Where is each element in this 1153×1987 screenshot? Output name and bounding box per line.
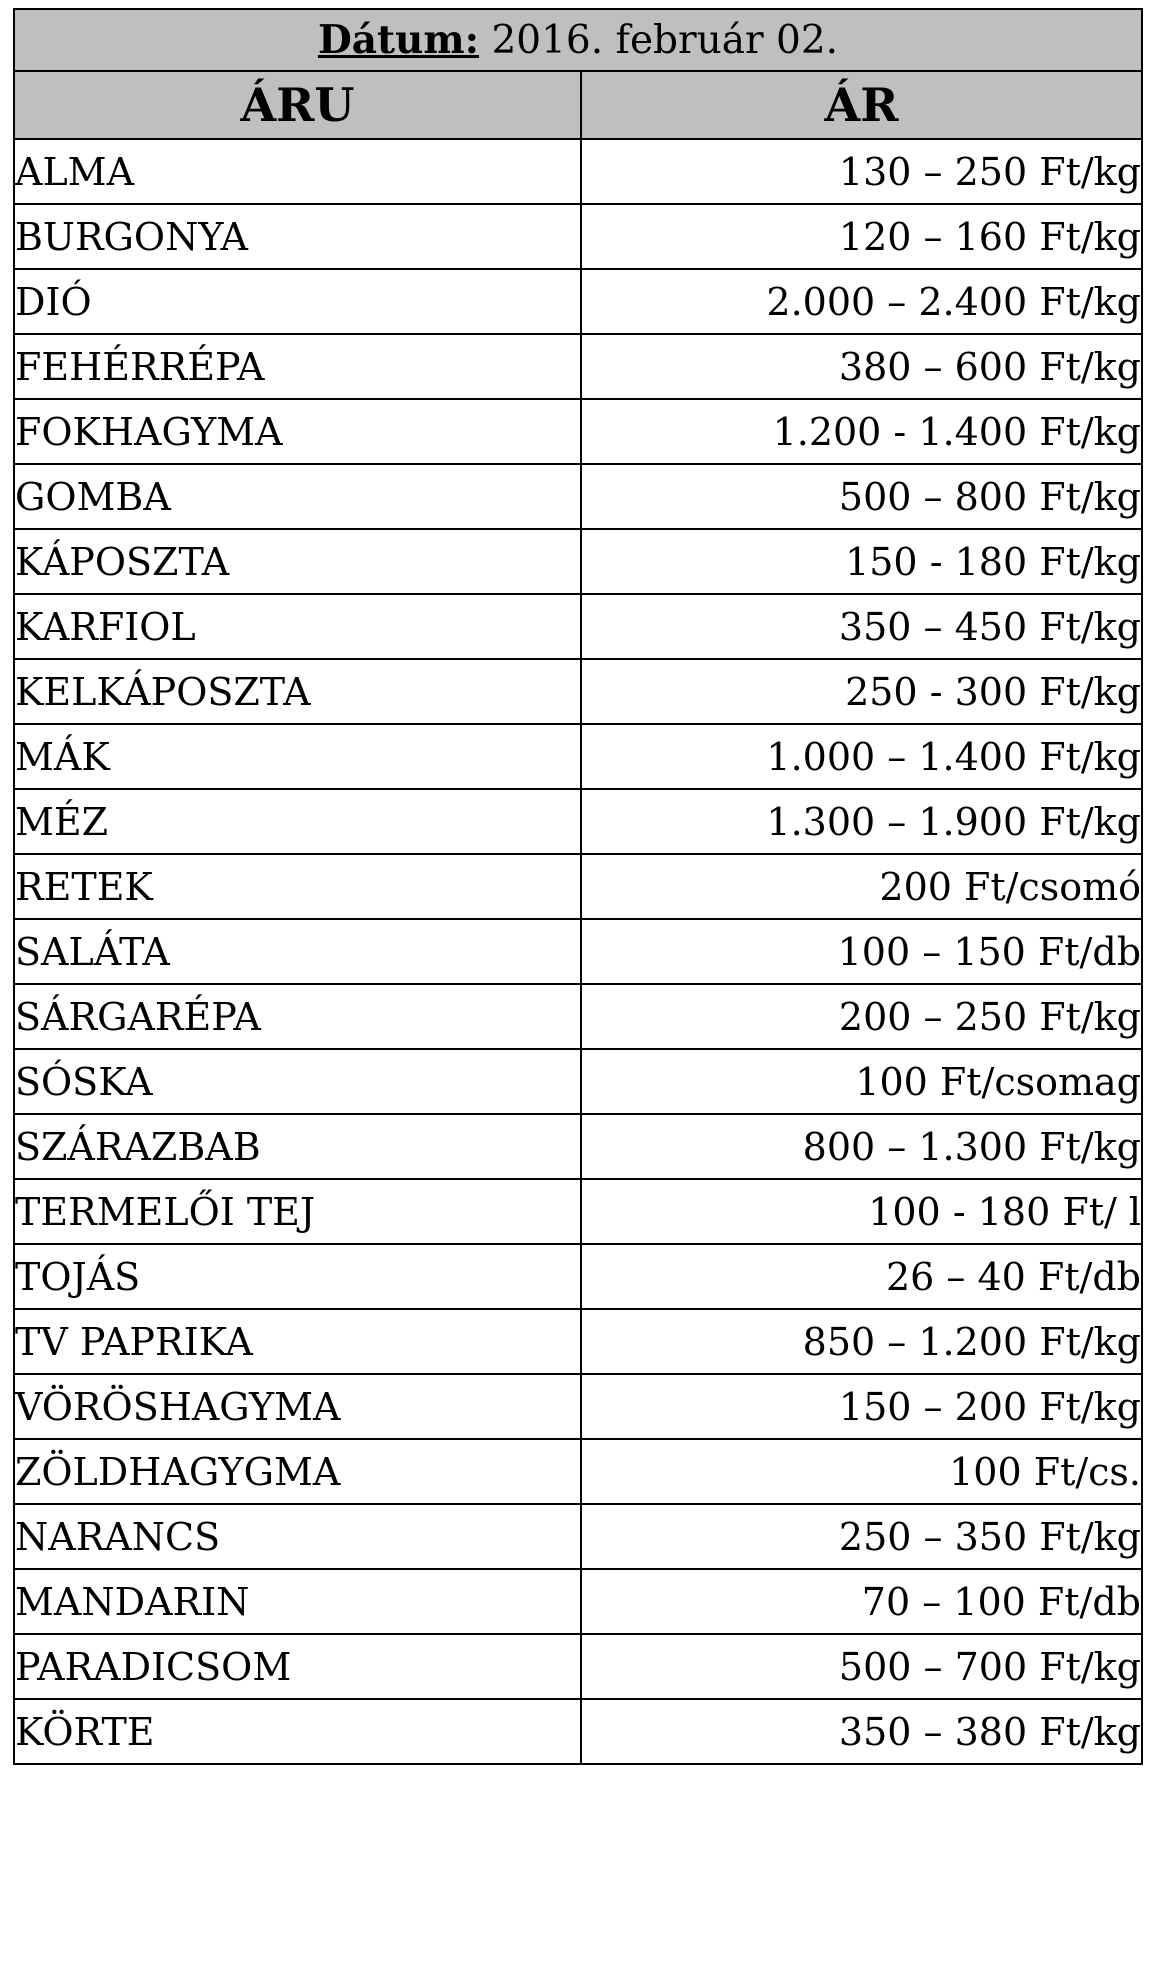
price-cell: 2.000 – 2.400 Ft/kg — [581, 269, 1142, 334]
product-cell: SZÁRAZBAB — [14, 1114, 581, 1179]
table-row — [14, 204, 1142, 269]
price-cell: 250 – 350 Ft/kg — [581, 1504, 1142, 1569]
price-cell: 100 – 150 Ft/db — [581, 919, 1142, 984]
price-cell: 1.300 – 1.900 Ft/kg — [581, 789, 1142, 854]
date-label: Dátum: — [317, 17, 480, 63]
product-cell: SALÁTA — [14, 919, 581, 984]
product-cell: PARADICSOM — [14, 1634, 581, 1699]
column-header-price: ÁR — [581, 71, 1142, 139]
date-cell — [14, 9, 1142, 71]
table-row — [14, 1699, 1142, 1764]
table-row — [14, 1439, 1142, 1504]
product-cell: MÁK — [14, 724, 581, 789]
product-cell: NARANCS — [14, 1504, 581, 1569]
price-cell: 100 Ft/cs. — [581, 1439, 1142, 1504]
product-cell: TOJÁS — [14, 1244, 581, 1309]
table-row — [14, 1049, 1142, 1114]
table-row — [14, 1114, 1142, 1179]
price-cell: 70 – 100 Ft/db — [581, 1569, 1142, 1634]
table-row — [14, 1374, 1142, 1439]
price-cell: 350 – 450 Ft/kg — [581, 594, 1142, 659]
table-row — [14, 1569, 1142, 1634]
product-cell: MANDARIN — [14, 1569, 581, 1634]
date-row — [14, 9, 1142, 71]
price-cell: 200 Ft/csomó — [581, 854, 1142, 919]
product-cell: TV PAPRIKA — [14, 1309, 581, 1374]
price-cell: 250 - 300 Ft/kg — [581, 659, 1142, 724]
product-cell: KELKÁPOSZTA — [14, 659, 581, 724]
product-cell: SÁRGARÉPA — [14, 984, 581, 1049]
product-cell: KARFIOL — [14, 594, 581, 659]
product-cell: FOKHAGYMA — [14, 399, 581, 464]
table-row — [14, 659, 1142, 724]
price-cell: 150 – 200 Ft/kg — [581, 1374, 1142, 1439]
table-row — [14, 1179, 1142, 1244]
product-cell: SÓSKA — [14, 1049, 581, 1114]
table-row — [14, 399, 1142, 464]
column-header-product: ÁRU — [14, 71, 581, 139]
table-row — [14, 724, 1142, 789]
table-row — [14, 139, 1142, 204]
price-cell: 100 - 180 Ft/ l — [581, 1179, 1142, 1244]
table-body — [14, 139, 1142, 1764]
price-cell: 500 – 700 Ft/kg — [581, 1634, 1142, 1699]
price-cell: 800 – 1.300 Ft/kg — [581, 1114, 1142, 1179]
table-row — [14, 1309, 1142, 1374]
table-row — [14, 1244, 1142, 1309]
price-cell: 1.200 - 1.400 Ft/kg — [581, 399, 1142, 464]
product-cell: KÖRTE — [14, 1699, 581, 1764]
product-cell: MÉZ — [14, 789, 581, 854]
price-table — [13, 8, 1143, 1765]
product-cell: RETEK — [14, 854, 581, 919]
product-cell: ZÖLDHAGYGMA — [14, 1439, 581, 1504]
price-cell: 120 – 160 Ft/kg — [581, 204, 1142, 269]
table-row — [14, 334, 1142, 399]
table-row — [14, 1634, 1142, 1699]
price-cell: 380 – 600 Ft/kg — [581, 334, 1142, 399]
product-cell: FEHÉRRÉPA — [14, 334, 581, 399]
price-cell: 1.000 – 1.400 Ft/kg — [581, 724, 1142, 789]
table-row — [14, 464, 1142, 529]
price-cell: 500 – 800 Ft/kg — [581, 464, 1142, 529]
product-cell: VÖRÖSHAGYMA — [14, 1374, 581, 1439]
column-header-row — [14, 71, 1142, 139]
price-cell: 850 – 1.200 Ft/kg — [581, 1309, 1142, 1374]
date-value: 2016. február 02. — [491, 18, 839, 63]
table-row — [14, 1504, 1142, 1569]
product-cell: KÁPOSZTA — [14, 529, 581, 594]
product-cell: GOMBA — [14, 464, 581, 529]
product-cell: DIÓ — [14, 269, 581, 334]
product-cell: ALMA — [14, 139, 581, 204]
product-cell: BURGONYA — [14, 204, 581, 269]
price-cell: 350 – 380 Ft/kg — [581, 1699, 1142, 1764]
product-cell: TERMELŐI TEJ — [14, 1179, 581, 1244]
price-cell: 100 Ft/csomag — [581, 1049, 1142, 1114]
price-cell: 26 – 40 Ft/db — [581, 1244, 1142, 1309]
price-cell: 200 – 250 Ft/kg — [581, 984, 1142, 1049]
table-row — [14, 529, 1142, 594]
table-row — [14, 789, 1142, 854]
table-row — [14, 854, 1142, 919]
table-row — [14, 594, 1142, 659]
table-row — [14, 984, 1142, 1049]
price-cell: 150 - 180 Ft/kg — [581, 529, 1142, 594]
price-cell: 130 – 250 Ft/kg — [581, 139, 1142, 204]
table-row — [14, 269, 1142, 334]
table-row — [14, 919, 1142, 984]
